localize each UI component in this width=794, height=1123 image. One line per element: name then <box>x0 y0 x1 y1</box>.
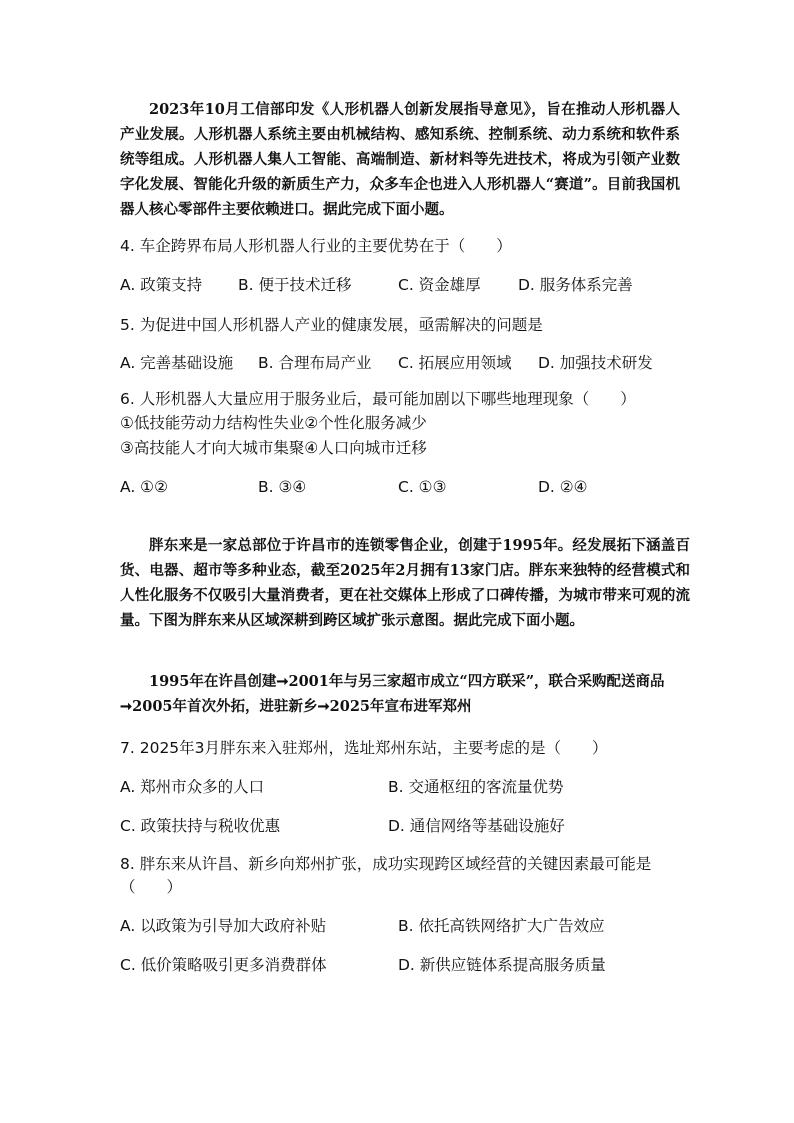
q4-option-b[interactable]: B. 便于技术迁移 <box>238 276 352 294</box>
passage-robot-text: 2023年10月工信部印发《人形机器人创新发展指导意见》，旨在推动人形机器人产业发展。人形机器人系统主要由机械结构、感知系统、控制系统、动力系统和软件系统等组成。人形机器人集人工智能、高端制造、新材料等先进技术，将成为引领产业数字化发展、智能化升级的新质生产力，众多车企也进入人形机器人“赛道”。目前我国机器人核心零部件主要依赖进口。据此完成下面小题。 <box>120 101 680 218</box>
q7-option-a[interactable]: A. 郑州市众多的人口 <box>120 778 265 796</box>
passage-pangdonglai <box>120 533 690 633</box>
q4-option-c[interactable]: C. 资金雄厚 <box>398 276 481 294</box>
expansion-flow-text: 1995年在许昌创建➞2001年与另三家超市成立“四方联采”，联合采购配送商品➞2005年首次外拓，进驻新乡➞2025年宣布进军郑州 <box>120 673 665 715</box>
question-6-items-1: ①低技能劳动力结构性失业②个性化服务减少 <box>120 414 427 432</box>
q8-option-c[interactable]: C. 低价策略吸引更多消费群体 <box>120 956 327 974</box>
q4-option-a[interactable]: A. 政策支持 <box>120 276 203 294</box>
question-5-stem: 5. 为促进中国人形机器人产业的健康发展，亟需解决的问题是 <box>120 316 543 334</box>
question-4-stem: 4. 车企跨界布局人形机器人行业的主要优势在于（ ） <box>120 237 512 255</box>
q8-option-a[interactable]: A. 以政策为引导加大政府补贴 <box>120 917 327 935</box>
question-8-stem: 8. 胖东来从许昌、新乡向郑州扩张，成功实现跨区域经营的关键因素最可能是 <box>120 855 652 873</box>
q7-option-d[interactable]: D. 通信网络等基础设施好 <box>388 817 565 835</box>
expansion-flow <box>120 669 690 719</box>
question-8-stem-tail: （ ） <box>120 878 183 896</box>
q7-option-b[interactable]: B. 交通枢纽的客流量优势 <box>388 778 564 796</box>
q6-option-b[interactable]: B. ③④ <box>258 478 307 496</box>
question-6-stem: 6. 人形机器人大量应用于服务业后，最可能加剧以下哪些地理现象（ ） <box>120 390 636 408</box>
q5-option-a[interactable]: A. 完善基础设施 <box>120 354 234 372</box>
passage-robot <box>120 97 680 222</box>
passage-pangdonglai-text: 胖东来是一家总部位于许昌市的连锁零售企业，创建于1995年。经发展拓下涵盖百货、电器、超市等多种业态，截至2025年2月拥有13家门店。胖东来独特的经营模式和人性化服务不仅吸引大量消费者，更在社交媒体上形成了口碑传播，为城市带来可观的流量。下图为胖东来从区域深耕到跨区域扩张示意图。据此完成下面小题。 <box>120 537 690 629</box>
q6-option-d[interactable]: D. ②④ <box>538 478 588 496</box>
q6-option-a[interactable]: A. ①② <box>120 478 168 496</box>
q5-option-c[interactable]: C. 拓展应用领域 <box>398 354 512 372</box>
q8-option-d[interactable]: D. 新供应链体系提高服务质量 <box>398 956 606 974</box>
q7-option-c[interactable]: C. 政策扶持与税收优惠 <box>120 817 281 835</box>
q5-option-b[interactable]: B. 合理布局产业 <box>258 354 372 372</box>
q8-option-b[interactable]: B. 依托高铁网络扩大广告效应 <box>398 917 605 935</box>
q4-option-d[interactable]: D. 服务体系完善 <box>518 276 633 294</box>
question-7-stem: 7. 2025年3月胖东来入驻郑州，选址郑州东站，主要考虑的是（ ） <box>120 739 608 757</box>
question-6-items-2: ③高技能人才向大城市集聚④人口向城市迁移 <box>120 439 427 457</box>
q6-option-c[interactable]: C. ①③ <box>398 478 447 496</box>
q5-option-d[interactable]: D. 加强技术研发 <box>538 354 653 372</box>
